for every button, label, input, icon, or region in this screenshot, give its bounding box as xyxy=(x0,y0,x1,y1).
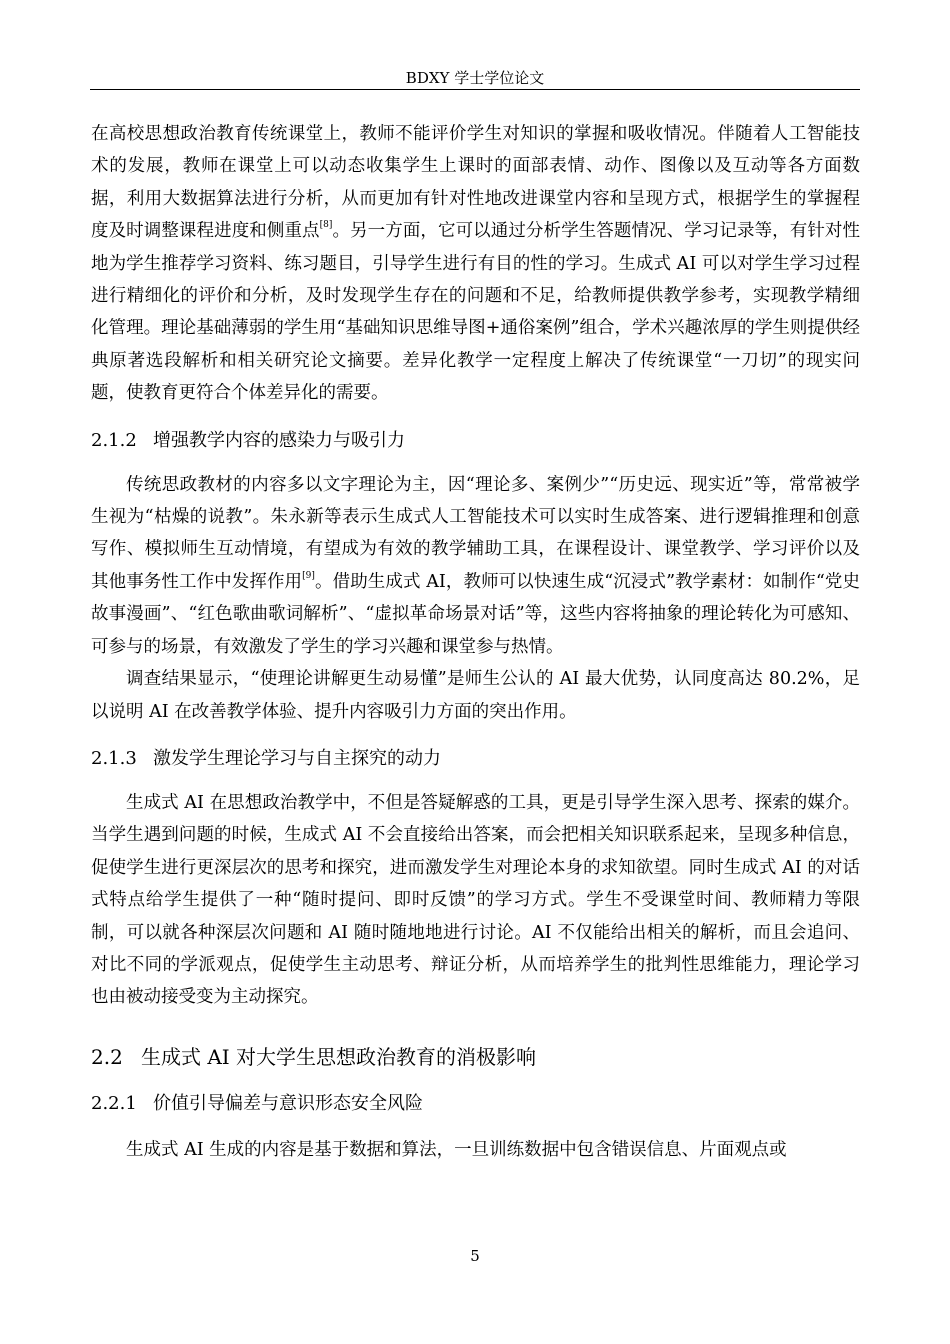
running-header: BDXY 学士学位论文 xyxy=(405,69,545,87)
heading-number: 2.2 xyxy=(91,1044,123,1069)
paragraph-5: 生成式 AI 生成的内容是基于数据和算法，一旦训练数据中包含错误信息、片面观点或 xyxy=(126,1139,787,1160)
heading-2-1-2 xyxy=(91,427,860,455)
heading-title: 激发学生理论学习与自主探究的动力 xyxy=(153,747,441,769)
paragraph-3: 调查结果显示，“使理论讲解更生动易懂”是师生公认的 AI 最大优势，认同度高达 80.2%，足以说明 AI 在改善教学体验、提升内容吸引力方面的突出作用。 xyxy=(91,669,860,722)
paragraph-1 xyxy=(91,118,860,410)
citation-9: [9] xyxy=(302,571,315,582)
paragraph-4: 生成式 AI 在思想政治教学中，不但是答疑解惑的工具，更是引导学生深入思考、探索的媒介。当学生遇到问题的时候，生成式 AI 不会直接给出答案，而会把相关知识联系起来，呈现多种信息，促使学生进行更深层次的思考和探究，进而激发学生对理论本身的求知欲望。同时生成式 AI 的对话式特点给学生提供了一种“随时提问、即时反馈”的学习方式。学生不受课堂时间、教师精力等限制，可以就各种深层次问题和 AI 随时随地地进行讨论。AI 不仅能给出相关的解析，而且会追问、对比不同的学派观点，促使学生主动思考、辩证分析，从而培养学生的批判性思维能力，理论学习也由被动接受变为主动探究。 xyxy=(91,792,860,1008)
paragraph-1-text-cont: 。另一方面，它可以通过分析学生答题情况、学习记录等，有针对性地为学生推荐学习资料、练习题目，引导学生进行有目的性的学习。生成式 AI 可以对学生学习过程进行精细化的评价和分析，及时发现学生存在的问题和不足，给教师提供教学参考，实现教学精细化管理。理论基础薄弱的学生用“基础知识思维导图+通俗案例”组合，学术兴趣浓厚的学生则提供经典原著选段解析和相关研究论文摘要。差异化教学一定程度上解决了传统课堂“一刀切”的现实问题，使教育更符合个体差异化的需要。 xyxy=(91,221,861,404)
page-body xyxy=(91,118,860,1166)
paragraph-2 xyxy=(91,469,860,663)
heading-number: 2.1.2 xyxy=(91,429,137,451)
heading-2-1-3 xyxy=(91,745,860,773)
citation-8: [8] xyxy=(319,220,333,231)
heading-title: 增强教学内容的感染力与吸引力 xyxy=(153,429,405,451)
header-rule xyxy=(90,89,860,90)
heading-number: 2.1.3 xyxy=(91,747,137,769)
paragraph-2-text: 传统思政教材的内容多以文字理论为主，因“理论多、案例少”“历史远、现实近”等，常常被学生视为“枯燥的说教”。朱永新等表示生成式人工智能技术可以实时生成答案、进行逻辑推理和创意写作、模拟师生互动情境，有望成为有效的教学辅助工具，在课程设计、课堂教学、学习评价以及其他事务性工作中发挥作用 xyxy=(91,474,860,592)
heading-2-2-1 xyxy=(91,1090,860,1118)
heading-title: 生成式 AI 对大学生思想政治教育的消极影响 xyxy=(141,1044,537,1069)
paragraph-1-text: 在高校思想政治教育传统课堂上，教师不能评价学生对知识的掌握和吸收情况。伴随着人工智能技术的发展，教师在课堂上可以动态收集学生上课时的面部表情、动作、图像以及互动等各方面数据，利用大数据算法进行分析，从而更加有针对性地改进课堂内容和呈现方式，根据学生的掌握程度及时调整课程进度和侧重点 xyxy=(91,124,860,242)
heading-title: 价值引导偏差与意识形态安全风险 xyxy=(153,1092,423,1114)
heading-2-2 xyxy=(91,1042,860,1072)
page-number: 5 xyxy=(470,1247,480,1265)
paragraph-2-text-cont: 。借助生成式 AI，教师可以快速生成“沉浸式”教学素材：如制作“党史故事漫画”、“红色歌曲歌词解析”、“虚拟革命场景对话”等，这些内容将抽象的理论转化为可感知、可参与的场景，有效激发了学生的学习兴趣和课堂参与热情。 xyxy=(91,571,861,657)
heading-number: 2.2.1 xyxy=(91,1092,137,1114)
